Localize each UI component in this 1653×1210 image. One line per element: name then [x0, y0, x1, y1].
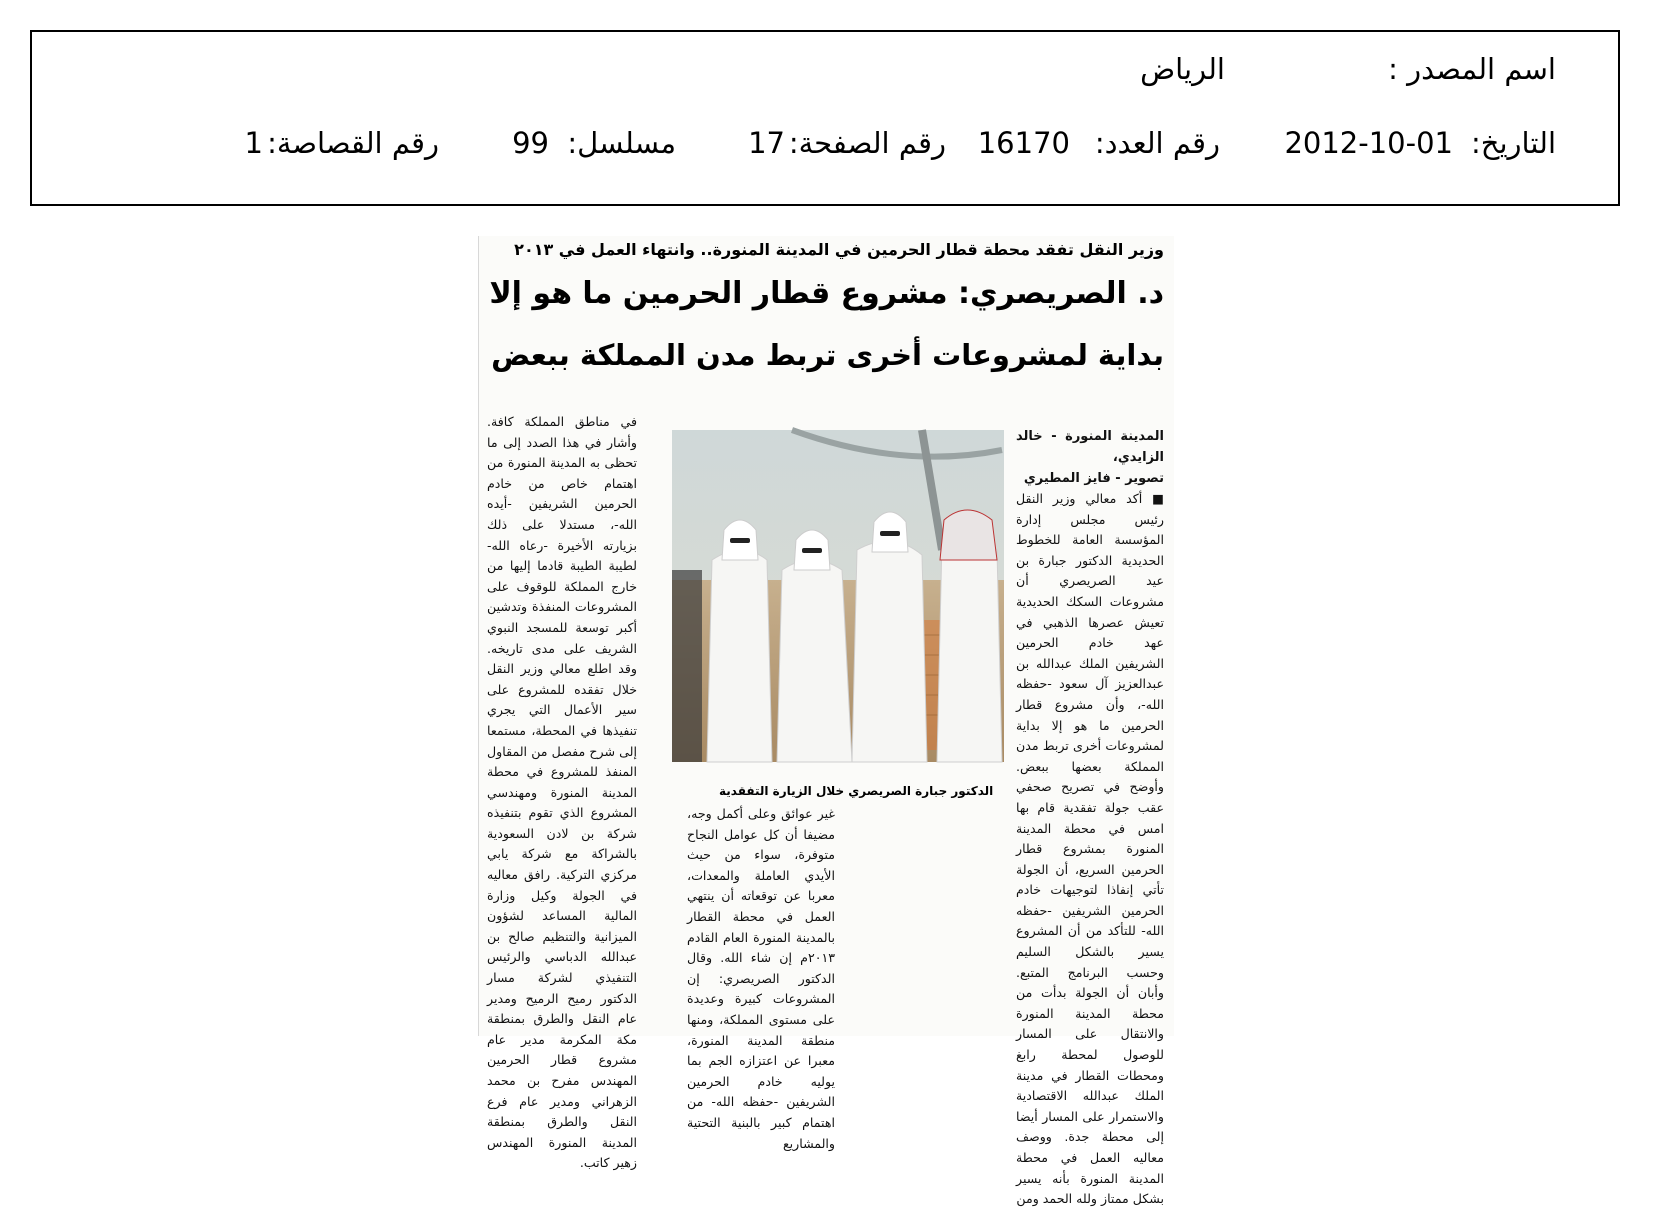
page-label: رقم الصفحة: — [788, 126, 946, 160]
serial-value: 99 — [512, 126, 549, 160]
article-text-right: ■ أكد معالي وزير النقل رئيس مجلس إدارة المؤسسة العامة للخطوط الحديدية الدكتور جبارة بن عيد الصريصري أن مشروعات السكك الحديدية تعيش عصرها الذهبي في عهد خادم الحرمين الشريفين الملك عبدالله بن عبدالعزيز آل سعود -حفظه الله-، وأن مشروع قطار الحرمين ما هو إلا بداية لمشروعات أخرى تربط مدن المملكة بعضها ببعض. وأوضح في تصريح صحفي عقب جولة تفقدية قام بها امس في محطة المدينة المنورة بمشروع قطار الحرمين السريع، أن الجولة تأتي إنفاذا لتوجيهات خادم الحرمين الشريفين -حفظه الله- للتأكد من أن المشروع يسير بالشكل السليم وحسب البرنامج المتبع. وأبان أن الجولة بدأت من محطة المدينة المنورة والانتقال على المسار للوصول لمحطة رابغ ومحطات القطار في مدينة الملك عبدالله الاقتصادية والاستمرار على المسار أيضا إلى محطة جدة. ووصف معاليه العمل في محطة المدينة المنورة بأنه يسير بشكل ممتاز ولله الحمد ومن — [1016, 491, 1164, 1207]
headline-line-2: بداية لمشروعات أخرى تربط مدن المملكة ببعض — [491, 338, 1164, 372]
date-value: 2012-10-01 — [1284, 126, 1453, 160]
article-text-middle: غير عوائق وعلى أكمل وجه، مضيفا أن كل عوامل النجاح متوفرة، سواء من حيث الأيدي العاملة والمعدات، معربا عن توقعاته أن ينتهي العمل في محطة القطار بالمدينة المنورة العام القادم ٢٠١٣م إن شاء الله. وقال الدكتور الصريصري: إن المشروعات كبيرة وعديدة على مستوى المملكة، ومنها منطقة المدينة المنورة، معبرا عن اعتزازه الجم بما يوليه خادم الحرمين الشريفين -حفظه الله- من اهتمام كبير بالبنية التحتية والمشاريع — [687, 806, 835, 1151]
byline-photographer: تصوير - فايز المطيري — [1023, 471, 1164, 486]
issue-value: 16170 — [977, 126, 1070, 160]
article-text-left: في مناطق المملكة كافة. وأشار في هذا الصدد إلى ما تحظى به المدينة المنورة من اهتمام خاص من خادم الحرمين الشريفين -أيده الله-، مستدلا على ذلك بزيارته الأخيرة -رعاه الله- لطيبة الطيبة قادما إليها من خارج المملكة للوقوف على المشروعات المنفذة وتدشين أكبر توسعة للمسجد النبوي الشريف على مدى تاريخه. وقد اطلع معالي وزير النقل خلال تفقده للمشروع على سير الأعمال التي يجري تنفيذها في المحطة، مستمعا إلى شرح مفصل من المقاول المنفذ للمشروع في محطة المدينة المنورة ومهندسي المشروع الذي تقوم بتنفيذه شركة بن لادن السعودية بالشراكة مع شركة يابي مركزي التركية. رافق معاليه في الجولة وكيل وزارة المالية المساعد لشؤون الميزانية والتنظيم صالح بن عبدالله الدباسي والرئيس التنفيذي لشركة مسار الدكتور رميح الرميح ومدير عام النقل والطرق بمنطقة مكة المكرمة مدير عام مشروع قطار الحرمين المهندس مفرح بن محمد الزهراني ومدير عام فرع النقل والطرق بمنطقة المدينة المنورة المهندس زهير كاتب. — [487, 414, 637, 1171]
article-column-middle — [687, 804, 835, 1151]
date-label: التاريخ: — [1470, 126, 1556, 160]
article-photo — [672, 430, 1004, 762]
clip-label: رقم القصاصة: — [267, 126, 439, 160]
article-column-right — [1016, 426, 1164, 1207]
article-column-left — [487, 412, 637, 1171]
newspaper-clipping — [478, 236, 1174, 1207]
article-kicker: وزير النقل تفقد محطة قطار الحرمين في المدينة المنورة.. وانتهاء العمل في ٢٠١٣ — [514, 240, 1164, 259]
source-label: اسم المصدر : — [1388, 52, 1556, 86]
photo-caption: الدكتور جبارة الصريصري خلال الزيارة التفقدية — [719, 784, 994, 798]
photo-illustration — [672, 430, 1004, 762]
byline-reporter: المدينة المنورة - خالد الزايدي، — [1016, 429, 1164, 465]
issue-label: رقم العدد: — [1094, 126, 1220, 160]
page-value: 17 — [748, 126, 785, 160]
headline-line-1: د. الصريصري: مشروع قطار الحرمين ما هو إلا — [489, 276, 1164, 311]
serial-label: مسلسل: — [567, 126, 676, 160]
clip-value: 1 — [244, 126, 263, 160]
source-value: الرياض — [1140, 52, 1225, 86]
clipping-info-box — [30, 30, 1620, 206]
